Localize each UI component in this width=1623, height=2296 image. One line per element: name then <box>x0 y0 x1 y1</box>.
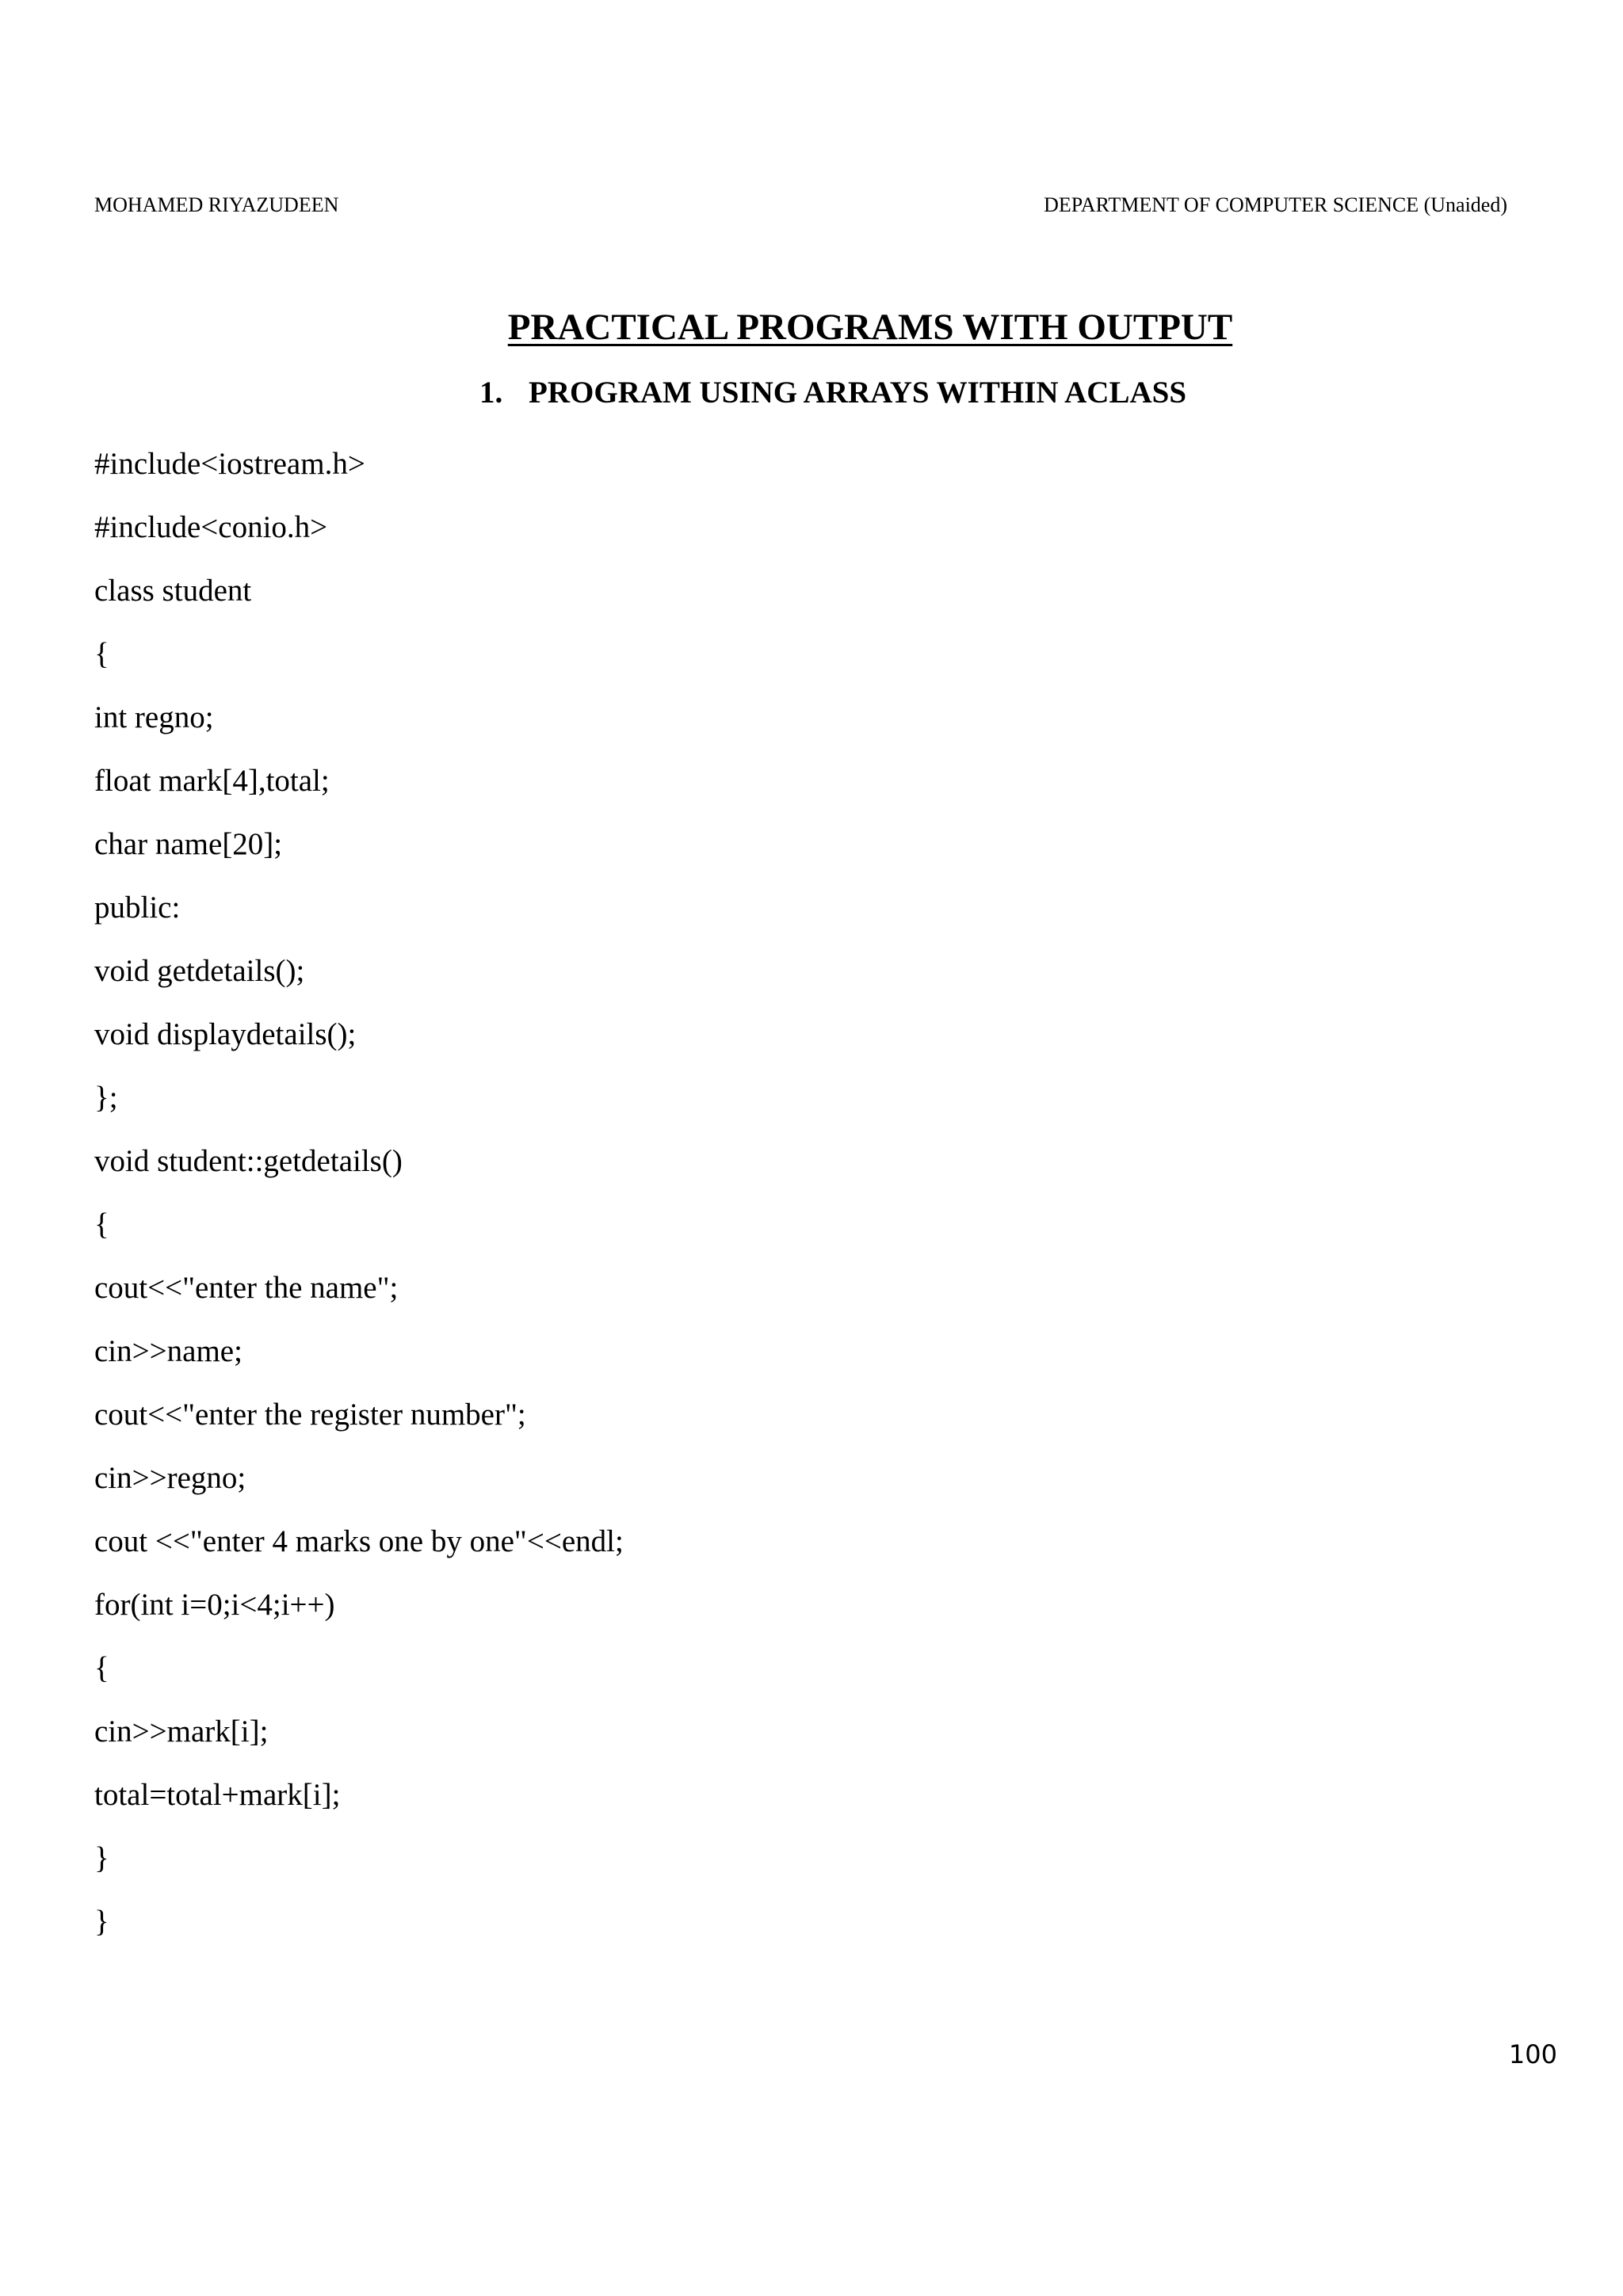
page-title: PRACTICAL PROGRAMS WITH OUTPUT <box>507 307 1233 348</box>
section-number: 1. <box>479 376 503 410</box>
code-listing <box>94 441 624 1962</box>
code-line: #include<iostream.h> <box>94 447 365 481</box>
header-author: MOHAMED RIYAZUDEEN <box>94 193 339 216</box>
code-line: void getdetails(); <box>94 954 305 988</box>
code-line: } <box>94 1841 109 1875</box>
page-number: 100 <box>1508 2039 1557 2069</box>
code-line: class student <box>94 574 252 608</box>
code-line: for(int i=0;i<4;i++) <box>94 1588 335 1622</box>
code-line: cin>>regno; <box>94 1461 246 1495</box>
code-line: }; <box>94 1081 118 1115</box>
header-department: DEPARTMENT OF COMPUTER SCIENCE (Unaided) <box>1044 193 1507 216</box>
code-line: void student::getdetails() <box>94 1144 403 1178</box>
code-line: } <box>94 1905 109 1939</box>
code-line: cin>>name; <box>94 1334 242 1368</box>
code-line: { <box>94 637 109 671</box>
code-line: cout <<"enter 4 marks one by one"<<endl; <box>94 1524 624 1558</box>
code-line: public: <box>94 891 181 925</box>
code-line: { <box>94 1207 109 1241</box>
code-line: void displaydetails(); <box>94 1017 357 1051</box>
section-heading-text: PROGRAM USING ARRAYS WITHIN ACLASS <box>529 376 1187 410</box>
code-line: cout<<"enter the name"; <box>94 1271 399 1305</box>
code-line: char name[20]; <box>94 827 283 861</box>
code-line: #include<conio.h> <box>94 510 328 544</box>
section-heading <box>479 374 1186 412</box>
code-line: cin>>mark[i]; <box>94 1714 269 1749</box>
code-line: { <box>94 1651 109 1685</box>
code-line: total=total+mark[i]; <box>94 1778 341 1812</box>
code-line: int regno; <box>94 700 214 734</box>
code-line: cout<<"enter the register number"; <box>94 1398 526 1432</box>
code-line: float mark[4],total; <box>94 764 330 798</box>
